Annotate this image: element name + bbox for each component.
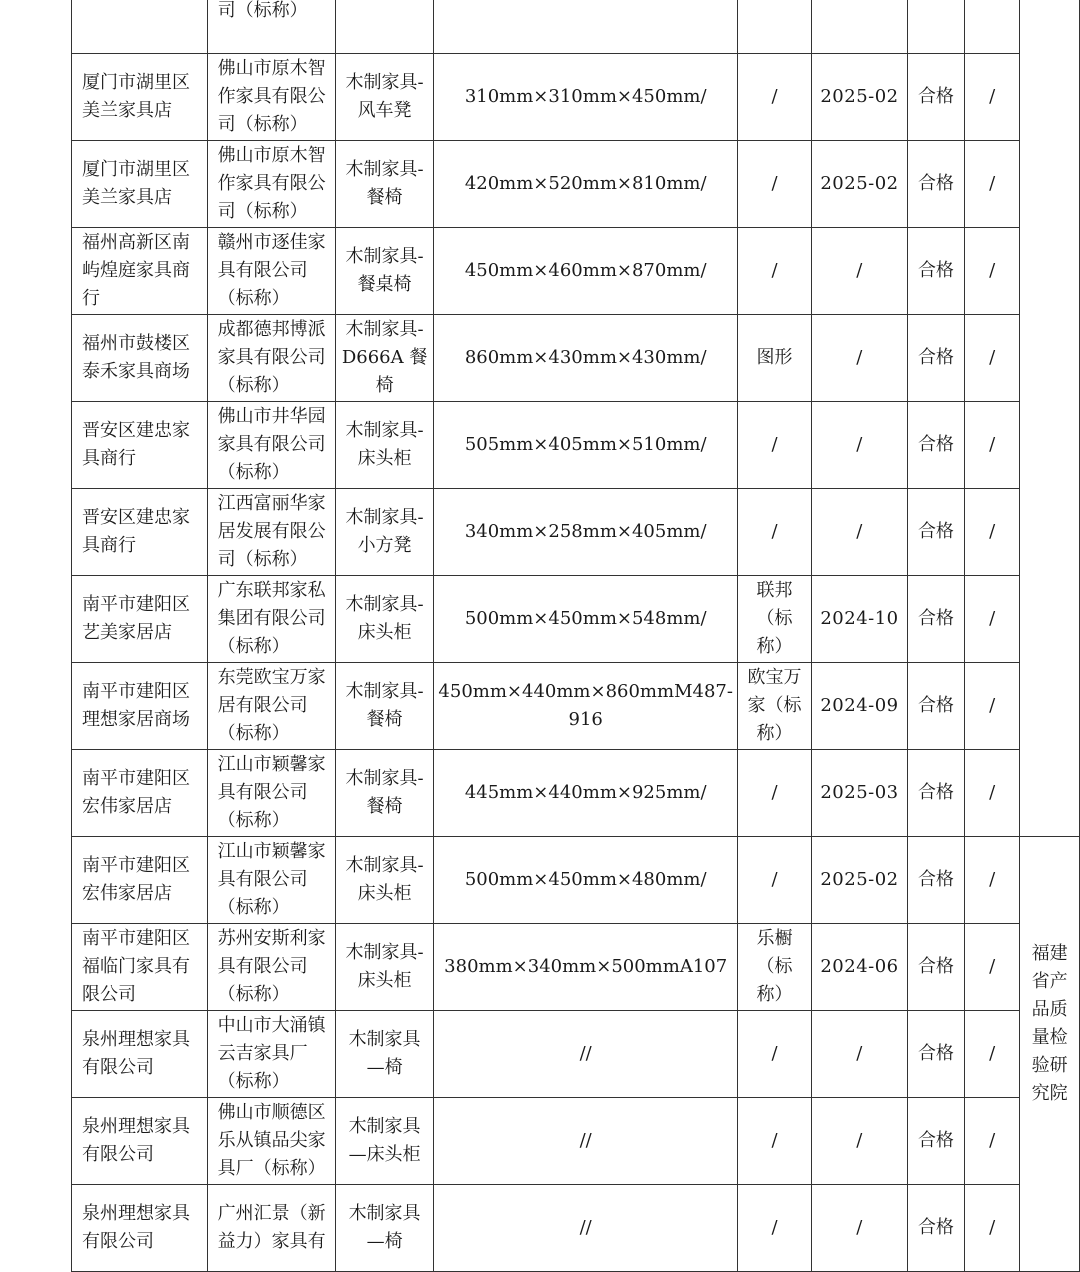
cell-spec bbox=[434, 750, 738, 837]
cell-manufacturer bbox=[207, 924, 335, 1011]
cell-seller bbox=[72, 1011, 208, 1098]
cell-result bbox=[907, 54, 964, 141]
item-text: / bbox=[989, 1217, 996, 1238]
manufacturer-text: 佛山市原木智作家具有限公司（标称） bbox=[217, 58, 326, 135]
manufacturer-text: 广东联邦家私集团有限公司（标称） bbox=[217, 580, 326, 657]
item-text: / bbox=[989, 956, 996, 977]
cell-item bbox=[965, 141, 1020, 228]
institution-cell-upper bbox=[1020, 0, 1080, 837]
result-text: 合格 bbox=[917, 956, 954, 977]
spec-text: 500mm×450mm×548mm/ bbox=[464, 608, 707, 629]
cell-date bbox=[812, 1185, 908, 1272]
cell-date bbox=[812, 837, 908, 924]
manufacturer-text: 佛山市井华园家具有限公司（标称） bbox=[217, 406, 326, 483]
cell-seller bbox=[72, 924, 208, 1011]
cell-spec bbox=[434, 402, 738, 489]
cell-date bbox=[812, 0, 908, 54]
cell-seller bbox=[72, 837, 208, 924]
seller-text: 南平市建阳区宏伟家居店 bbox=[82, 855, 190, 904]
table-row bbox=[72, 0, 1080, 54]
cell-product bbox=[335, 1011, 434, 1098]
result-text: 合格 bbox=[917, 521, 954, 542]
cell-trademark bbox=[737, 576, 811, 663]
cell-item bbox=[965, 576, 1020, 663]
result-text: 合格 bbox=[917, 347, 954, 368]
trademark-text: / bbox=[771, 521, 778, 542]
cell-result bbox=[907, 228, 964, 315]
cell-result bbox=[907, 315, 964, 402]
date-text: 2024-10 bbox=[820, 608, 899, 629]
seller-text: 南平市建阳区理想家居商场 bbox=[82, 681, 190, 730]
cell-spec bbox=[434, 576, 738, 663]
item-text: / bbox=[989, 1130, 996, 1151]
cell-spec bbox=[434, 1098, 738, 1185]
cell-manufacturer bbox=[207, 0, 335, 54]
seller-text: 泉州理想家具有限公司 bbox=[82, 1116, 190, 1165]
spec-text: 420mm×520mm×810mm/ bbox=[464, 173, 707, 194]
date-text: 2025-02 bbox=[820, 86, 899, 107]
cell-spec bbox=[434, 0, 738, 54]
table-row bbox=[72, 1011, 1080, 1098]
cell-result bbox=[907, 1098, 964, 1185]
cell-product bbox=[335, 837, 434, 924]
cell-trademark bbox=[737, 663, 811, 750]
seller-text: 厦门市湖里区美兰家具店 bbox=[82, 159, 190, 208]
trademark-text: 欧宝万家（标称） bbox=[747, 667, 802, 744]
cell-date bbox=[812, 315, 908, 402]
cell-seller bbox=[72, 576, 208, 663]
cell-date bbox=[812, 54, 908, 141]
seller-text: 泉州理想家具有限公司 bbox=[82, 1203, 190, 1252]
manufacturer-text: 佛山市顺德区乐从镇品尖家具厂（标称） bbox=[217, 1102, 326, 1179]
result-text: 合格 bbox=[917, 434, 954, 455]
institution-cell bbox=[1020, 837, 1080, 1272]
product-text: 木制家具—椅 bbox=[348, 1029, 421, 1078]
cell-trademark bbox=[737, 315, 811, 402]
cell-result bbox=[907, 924, 964, 1011]
cell-spec bbox=[434, 1185, 738, 1272]
cell-result bbox=[907, 489, 964, 576]
date-text: 2024-06 bbox=[820, 956, 899, 977]
cell-seller bbox=[72, 141, 208, 228]
cell-seller bbox=[72, 489, 208, 576]
spec-text: 445mm×440mm×925mm/ bbox=[464, 782, 707, 803]
cell-product bbox=[335, 228, 434, 315]
seller-text: 南平市建阳区艺美家居店 bbox=[82, 594, 190, 643]
spec-text: 505mm×405mm×510mm/ bbox=[464, 434, 707, 455]
cell-result bbox=[907, 576, 964, 663]
date-text: / bbox=[856, 347, 863, 368]
manufacturer-text: 江山市颖馨家具有限公司（标称） bbox=[217, 841, 326, 918]
product-text: 木制家具-床头柜 bbox=[345, 594, 424, 643]
seller-text: 福州高新区南屿煌庭家具商行 bbox=[82, 232, 190, 309]
cell-spec bbox=[434, 1011, 738, 1098]
cell-seller bbox=[72, 663, 208, 750]
trademark-text: / bbox=[771, 173, 778, 194]
cell-product bbox=[335, 54, 434, 141]
item-text: / bbox=[989, 869, 996, 890]
cell-result bbox=[907, 141, 964, 228]
item-text: / bbox=[989, 86, 996, 107]
cell-item bbox=[965, 1098, 1020, 1185]
cell-seller bbox=[72, 228, 208, 315]
cell-item bbox=[965, 1185, 1020, 1272]
table-row bbox=[72, 315, 1080, 402]
manufacturer-text: 江西富丽华家居发展有限公司（标称） bbox=[217, 493, 326, 570]
seller-text: 晋安区建忠家具商行 bbox=[82, 420, 190, 469]
cell-product bbox=[335, 141, 434, 228]
product-text: 木制家具—椅 bbox=[348, 1203, 421, 1252]
cell-spec bbox=[434, 924, 738, 1011]
cell-product bbox=[335, 402, 434, 489]
cell-spec bbox=[434, 228, 738, 315]
cell-manufacturer bbox=[207, 54, 335, 141]
cell-result bbox=[907, 0, 964, 54]
cell-manufacturer bbox=[207, 402, 335, 489]
trademark-text: / bbox=[771, 86, 778, 107]
cell-seller bbox=[72, 315, 208, 402]
cell-item bbox=[965, 924, 1020, 1011]
cell-date bbox=[812, 750, 908, 837]
result-text: 合格 bbox=[917, 86, 954, 107]
cell-manufacturer bbox=[207, 576, 335, 663]
product-text: 木制家具-餐椅 bbox=[345, 159, 424, 208]
trademark-text: / bbox=[771, 1217, 778, 1238]
result-text: 合格 bbox=[917, 1130, 954, 1151]
seller-text: 南平市建阳区宏伟家居店 bbox=[82, 768, 190, 817]
table-row bbox=[72, 663, 1080, 750]
seller-text: 福州市鼓楼区泰禾家具商场 bbox=[82, 333, 190, 382]
table-row bbox=[72, 228, 1080, 315]
cell-manufacturer bbox=[207, 489, 335, 576]
manufacturer-text: 成都德邦博派家具有限公司（标称） bbox=[217, 319, 326, 396]
cell-item bbox=[965, 1011, 1020, 1098]
date-text: 2025-02 bbox=[820, 173, 899, 194]
spec-text: 340mm×258mm×405mm/ bbox=[464, 521, 707, 542]
item-text: / bbox=[989, 260, 996, 281]
date-text: / bbox=[856, 434, 863, 455]
cell-spec bbox=[434, 837, 738, 924]
cell-product bbox=[335, 924, 434, 1011]
cell-result bbox=[907, 837, 964, 924]
result-text: 合格 bbox=[917, 695, 954, 716]
table-row bbox=[72, 489, 1080, 576]
cell-trademark bbox=[737, 54, 811, 141]
cell-product bbox=[335, 1098, 434, 1185]
result-text: 合格 bbox=[917, 173, 954, 194]
table-row bbox=[72, 576, 1080, 663]
cell-seller bbox=[72, 1098, 208, 1185]
cell-item bbox=[965, 54, 1020, 141]
cell-spec bbox=[434, 663, 738, 750]
table-row bbox=[72, 1098, 1080, 1185]
product-text: 木制家具-餐椅 bbox=[345, 681, 424, 730]
cell-item bbox=[965, 315, 1020, 402]
cell-item bbox=[965, 750, 1020, 837]
spec-text: 860mm×430mm×430mm/ bbox=[464, 347, 707, 368]
table-row bbox=[72, 837, 1080, 924]
trademark-text: / bbox=[771, 1130, 778, 1151]
manufacturer-text: 中山市大涌镇云吉家具厂（标称） bbox=[217, 1015, 326, 1092]
manufacturer-text: 东莞欧宝万家居有限公司（标称） bbox=[217, 667, 326, 744]
spec-text: 310mm×310mm×450mm/ bbox=[464, 86, 707, 107]
seller-text: 厦门市湖里区美兰家具店 bbox=[82, 72, 190, 121]
spec-text: 500mm×450mm×480mm/ bbox=[464, 869, 707, 890]
trademark-text: 图形 bbox=[756, 347, 793, 368]
item-text: / bbox=[989, 434, 996, 455]
cell-item bbox=[965, 402, 1020, 489]
product-text: 木制家具-D666A 餐椅 bbox=[341, 319, 428, 396]
manufacturer-text: 赣州市逐佳家具有限公司（标称） bbox=[217, 232, 326, 309]
cell-manufacturer bbox=[207, 315, 335, 402]
seller-text: 南平市建阳区福临门家具有限公司 bbox=[82, 928, 190, 1005]
cell-product bbox=[335, 1185, 434, 1272]
manufacturer-text: 佛山市原木智作家具有限公司（标称） bbox=[217, 145, 326, 222]
trademark-text: / bbox=[771, 782, 778, 803]
cell-product bbox=[335, 0, 434, 54]
cell-item bbox=[965, 663, 1020, 750]
date-text: / bbox=[856, 1217, 863, 1238]
cell-trademark bbox=[737, 837, 811, 924]
cell-trademark bbox=[737, 0, 811, 54]
cell-date bbox=[812, 141, 908, 228]
cell-result bbox=[907, 402, 964, 489]
spec-text: // bbox=[579, 1043, 592, 1064]
table-row bbox=[72, 924, 1080, 1011]
item-text: / bbox=[989, 608, 996, 629]
spec-text: // bbox=[579, 1130, 592, 1151]
cell-manufacturer bbox=[207, 228, 335, 315]
cell-date bbox=[812, 228, 908, 315]
institution-text: 福建省产品质量检验研究院 bbox=[1031, 943, 1068, 1104]
spec-text: 450mm×440mm×860mmM487-916 bbox=[438, 681, 733, 730]
cell-manufacturer bbox=[207, 1185, 335, 1272]
cell-spec bbox=[434, 141, 738, 228]
cell-manufacturer bbox=[207, 1098, 335, 1185]
item-text: / bbox=[989, 782, 996, 803]
inspection-results-table bbox=[71, 0, 1080, 1272]
cell-product bbox=[335, 489, 434, 576]
cell-item bbox=[965, 0, 1020, 54]
manufacturer-text: 江山市颖馨家具有限公司（标称） bbox=[217, 754, 326, 831]
item-text: / bbox=[989, 173, 996, 194]
cell-item bbox=[965, 489, 1020, 576]
cell-result bbox=[907, 750, 964, 837]
cell-date bbox=[812, 1011, 908, 1098]
cell-trademark bbox=[737, 228, 811, 315]
cell-seller bbox=[72, 402, 208, 489]
cell-manufacturer bbox=[207, 141, 335, 228]
trademark-text: / bbox=[771, 434, 778, 455]
item-text: / bbox=[989, 1043, 996, 1064]
cell-manufacturer bbox=[207, 750, 335, 837]
date-text: / bbox=[856, 1043, 863, 1064]
trademark-text: 乐櫉（标称） bbox=[756, 928, 793, 1005]
table-row bbox=[72, 750, 1080, 837]
cell-date bbox=[812, 489, 908, 576]
product-text: 木制家具-小方凳 bbox=[345, 507, 424, 556]
trademark-text: / bbox=[771, 260, 778, 281]
manufacturer-text: 苏州安斯利家具有限公司（标称） bbox=[217, 928, 326, 1005]
product-text: 木制家具-床头柜 bbox=[345, 855, 424, 904]
cell-result bbox=[907, 1185, 964, 1272]
product-text: 木制家具-餐椅 bbox=[345, 768, 424, 817]
result-text: 合格 bbox=[917, 1217, 954, 1238]
date-text: 2025-03 bbox=[820, 782, 899, 803]
cell-trademark bbox=[737, 1185, 811, 1272]
cell-trademark bbox=[737, 750, 811, 837]
trademark-text: 联邦（标称） bbox=[756, 580, 793, 657]
seller-text: 泉州理想家具有限公司 bbox=[82, 1029, 190, 1078]
cell-product bbox=[335, 315, 434, 402]
cell-trademark bbox=[737, 1011, 811, 1098]
cell-item bbox=[965, 837, 1020, 924]
cell-trademark bbox=[737, 402, 811, 489]
trademark-text: / bbox=[771, 1043, 778, 1064]
cell-seller bbox=[72, 54, 208, 141]
product-text: 木制家具-床头柜 bbox=[345, 942, 424, 991]
cell-date bbox=[812, 402, 908, 489]
cell-seller bbox=[72, 1185, 208, 1272]
cell-seller bbox=[72, 0, 208, 54]
result-text: 合格 bbox=[917, 1043, 954, 1064]
item-text: / bbox=[989, 695, 996, 716]
cell-trademark bbox=[737, 1098, 811, 1185]
date-text: / bbox=[856, 260, 863, 281]
product-text: 木制家具-风车凳 bbox=[345, 72, 424, 121]
result-text: 合格 bbox=[917, 608, 954, 629]
cell-trademark bbox=[737, 489, 811, 576]
cell-date bbox=[812, 576, 908, 663]
cell-date bbox=[812, 1098, 908, 1185]
result-text: 合格 bbox=[917, 260, 954, 281]
cell-result bbox=[907, 663, 964, 750]
spec-text: // bbox=[579, 1217, 592, 1238]
cell-manufacturer bbox=[207, 1011, 335, 1098]
table-row bbox=[72, 54, 1080, 141]
item-text: / bbox=[989, 347, 996, 368]
cell-spec bbox=[434, 315, 738, 402]
table-row bbox=[72, 1185, 1080, 1272]
date-text: / bbox=[856, 1130, 863, 1151]
trademark-text: / bbox=[771, 869, 778, 890]
date-text: 2025-02 bbox=[820, 869, 899, 890]
cell-date bbox=[812, 924, 908, 1011]
cell-result bbox=[907, 1011, 964, 1098]
cell-date bbox=[812, 663, 908, 750]
cell-trademark bbox=[737, 924, 811, 1011]
cell-product bbox=[335, 576, 434, 663]
item-text: / bbox=[989, 521, 996, 542]
cell-trademark bbox=[737, 141, 811, 228]
cell-seller bbox=[72, 750, 208, 837]
seller-text: 晋安区建忠家具商行 bbox=[82, 507, 190, 556]
product-text: 木制家具-餐桌椅 bbox=[345, 246, 424, 295]
manufacturer-text: 广州汇景（新益力）家具有 bbox=[217, 1203, 326, 1252]
cell-spec bbox=[434, 489, 738, 576]
table-row bbox=[72, 141, 1080, 228]
result-text: 合格 bbox=[917, 869, 954, 890]
product-text: 木制家具—床头柜 bbox=[348, 1116, 421, 1165]
cell-product bbox=[335, 663, 434, 750]
table-row bbox=[72, 402, 1080, 489]
result-text: 合格 bbox=[917, 782, 954, 803]
spec-text: 380mm×340mm×500mmA107 bbox=[444, 956, 728, 977]
date-text: / bbox=[856, 521, 863, 542]
date-text: 2024-09 bbox=[820, 695, 899, 716]
spec-text: 450mm×460mm×870mm/ bbox=[464, 260, 707, 281]
cell-product bbox=[335, 750, 434, 837]
cell-spec bbox=[434, 54, 738, 141]
product-text: 木制家具-床头柜 bbox=[345, 420, 424, 469]
cell-item bbox=[965, 228, 1020, 315]
cell-manufacturer bbox=[207, 663, 335, 750]
cell-manufacturer bbox=[207, 837, 335, 924]
manufacturer-text: 司（标称） bbox=[217, 0, 308, 21]
